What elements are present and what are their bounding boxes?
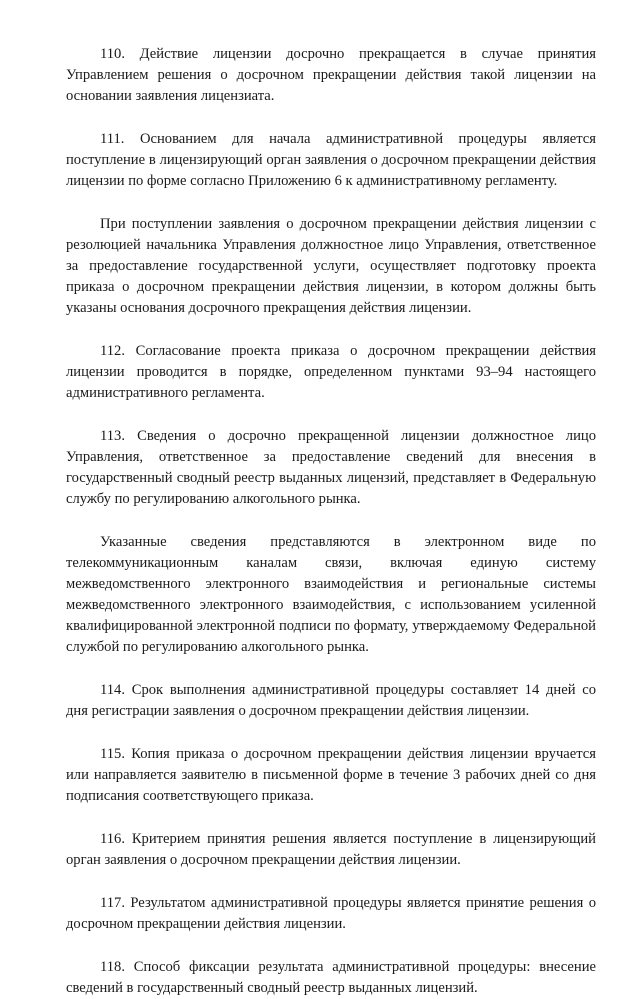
paragraph-111: 111. Основанием для начала административной процедуры является поступление в лицензирующий орган заявления о досрочном прекращении действия лицензии по форме согласно Приложению 6 к административному регламенту. bbox=[66, 131, 596, 189]
paragraph-113: 113. Сведения о досрочно прекращенной лицензии должностное лицо Управления, ответственное за предоставление сведений для внесения в государственный сводный реестр выданных лицензий, представляет в Федеральную службу по регулированию алкогольного рынка. bbox=[66, 428, 596, 507]
paragraph-112: 112. Согласование проекта приказа о досрочном прекращении действия лицензии проводится в порядке, определенном пунктами 93–94 настоящего административного регламента. bbox=[66, 343, 596, 401]
paragraph-111-continued: При поступлении заявления о досрочном прекращении действия лицензии с резолюцией начальника Управления должностное лицо Управления, ответственное за предоставление государственной услуги, осуществляет подготовку проекта приказа о досрочном прекращении действия лицензии, в котором должны быть указаны основания досрочного прекращения действия лицензии. bbox=[66, 216, 596, 316]
paragraph-115: 115. Копия приказа о досрочном прекращении действия лицензии вручается или направляется заявителю в письменной форме в течение 3 рабочих дней со дня подписания соответствующего приказа. bbox=[66, 746, 596, 804]
paragraph-117: 117. Результатом административной процедуры является принятие решения о досрочном прекращении действия лицензии. bbox=[66, 895, 596, 932]
paragraph-118: 118. Способ фиксации результата административной процедуры: внесение сведений в государственный сводный реестр выданных лицензий. bbox=[66, 959, 596, 996]
paragraph-110: 110. Действие лицензии досрочно прекращается в случае принятия Управлением решения о досрочном прекращении действия такой лицензии на основании заявления лицензиата. bbox=[66, 46, 596, 104]
document-page bbox=[66, 44, 596, 999]
paragraph-114: 114. Срок выполнения административной процедуры составляет 14 дней со дня регистрации заявления о досрочном прекращении действия лицензии. bbox=[66, 682, 596, 719]
paragraph-116: 116. Критерием принятия решения является поступление в лицензирующий орган заявления о досрочном прекращении действия лицензии. bbox=[66, 831, 596, 868]
paragraph-113-continued: Указанные сведения представляются в электронном виде по телекоммуникационным каналам связи, включая единую систему межведомственного электронного взаимодействия и региональные системы межведомственного электронного взаимодействия, с использованием усиленной квалифицированной электронной подписи по формату, утверждаемому Федеральной службой по регулированию алкогольного рынка. bbox=[66, 534, 596, 655]
